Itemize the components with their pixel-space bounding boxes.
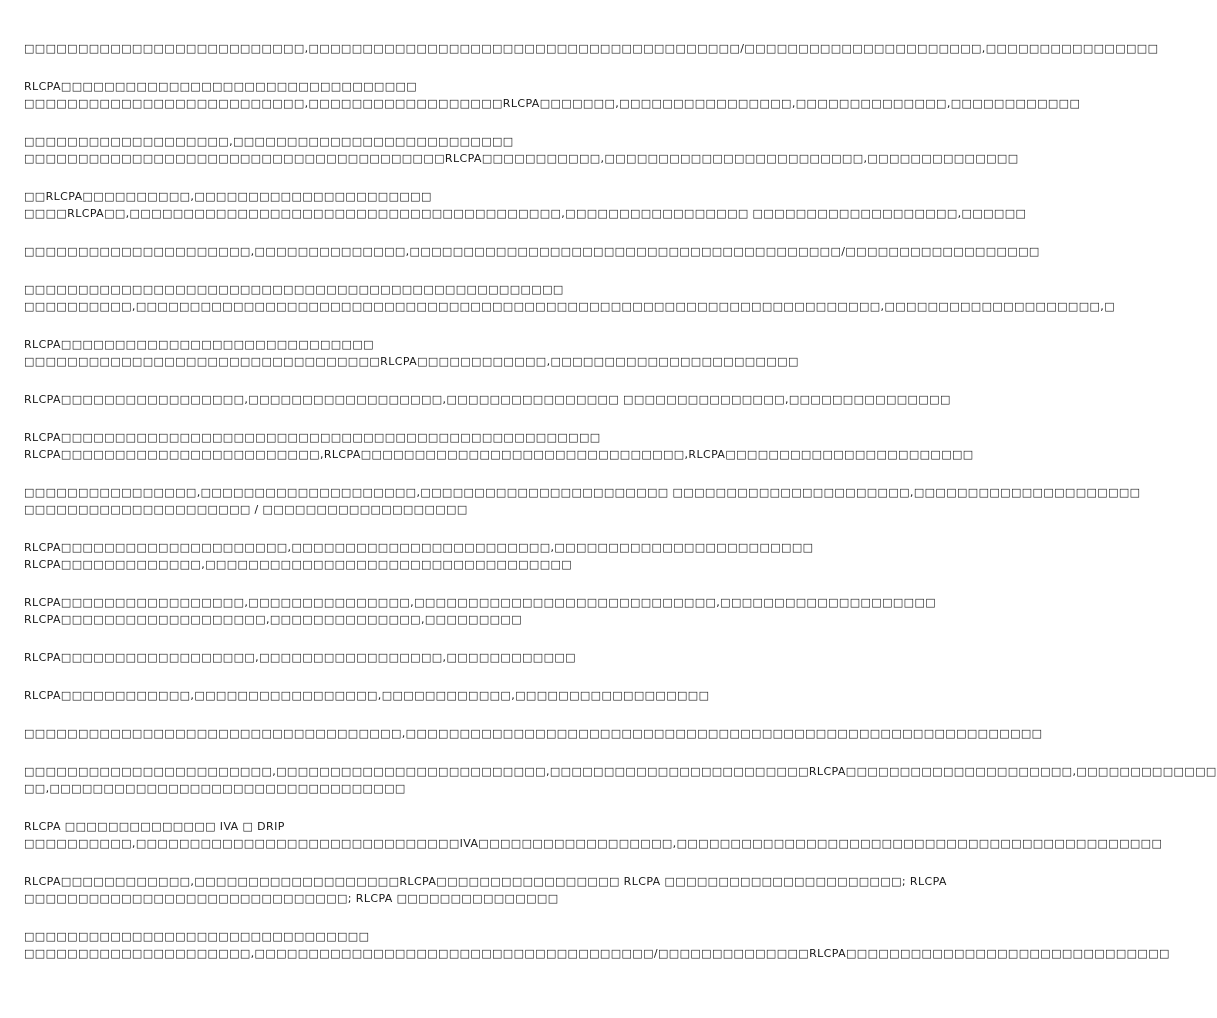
text-line: □□□□□□□□□□□□□□□□□□□□□,□□□□□□□□□□□□□□□□□□□□□□□□□□□□□□□□□□□□□/□□□□□□□□□□□□□□RLCPA□□□□□□□□□□□□□□□□□□□□□□□□□□□□□□ [24, 947, 1170, 960]
text-line: □□□□□□□□□□□□□□□□□□□□□□□□□□□□□□□□□□□□□□□RLCPA□□□□□□□□□□□,□□□□□□□□□□□□□□□□□□□□□□□□,□□□□□□□□□□□□□□ [24, 152, 1019, 165]
text-line: RLCPA□□□□□□□□□□□□□,□□□□□□□□□□□□□□□□□□□□□□□□□□□□□□□□□□ [24, 558, 573, 571]
text-line: □□□□RLCPA□□,□□□□□□□□□□□□□□□□□□□□□□□□□□□□□□□□□□□□□□□□,□□□□□□□□□□□□□□□□□ □□□□□□□□□□□□□□□□□□□,□□□□□□ [24, 207, 1027, 220]
text-line: □□□□□□□□□□□□□□□□□□□□□,□□□□□□□□□□□□□□,□□□□□□□□□□□□□□□□□□□□□□□□□□□□□□□□□□□□□□□□/□□□□□□□□□□□□□□□□□□ [24, 245, 1040, 258]
paragraph-block [24, 594, 937, 628]
text-line: □□□□□□□□□□□□□□□□□□□□□□□□□□□□□□; RLCPA □□□□□□□□□□□□□□□ [24, 892, 559, 905]
paragraph-block [24, 391, 951, 408]
text-line: RLCPA□□□□□□□□□□□□□□□□□□□□□□□□□□□□□□□□□□□□□□□□□□□□□□□□□□ [24, 431, 601, 444]
text-line: □□□□□□□□□□□□□□□□□□□□□□□□□□□□□□□□□RLCPA□□□□□□□□□□□□,□□□□□□□□□□□□□□□□□□□□□□□ [24, 355, 799, 368]
text-line: □□□□□□□□□□□□□□□□□□□□□□□,□□□□□□□□□□□□□□□□□□□□□□□□□,□□□□□□□□□□□□□□□□□□□□□□□□RLCPA□□□□□□□□□□□□□□□□□□□□□,□□□□□□□□□□□□□ [24, 765, 1217, 778]
paragraph-block [24, 78, 1081, 112]
text-line: RLCPA□□□□□□□□□□□□,□□□□□□□□□□□□□□□□□,□□□□□□□□□□□□,□□□□□□□□□□□□□□□□□□ [24, 689, 710, 702]
paragraph-block [24, 687, 720, 704]
paragraph-block [24, 763, 1217, 797]
document-body [24, 40, 1217, 983]
text-line: RLCPA□□□□□□□□□□□□□□□□□□□□□□□□□□□□□□□□□ [24, 80, 418, 93]
text-line: □□□□□□□□□□□□□□□□□□□□□ / □□□□□□□□□□□□□□□□□□□ [24, 503, 468, 516]
paragraph-block [24, 928, 1170, 962]
paragraph-block [24, 539, 814, 573]
paragraph-block [24, 429, 974, 463]
paragraph-block [24, 243, 1040, 260]
text-line: RLCPA□□□□□□□□□□□□□□□□□,□□□□□□□□□□□□□□□□□□,□□□□□□□□□□□□□□□□ □□□□□□□□□□□□□□□,□□□□□□□□□□□□□□□ [24, 393, 951, 406]
text-line: RLCPA□□□□□□□□□□□□□□□□□,□□□□□□□□□□□□□□□,□□□□□□□□□□□□□□□□□□□□□□□□□□□□,□□□□□□□□□□□□□□□□□□□□ [24, 596, 937, 609]
text-line: RLCPA□□□□□□□□□□□□□□□□□□□,□□□□□□□□□□□□□□,□□□□□□□□□ [24, 613, 523, 626]
paragraph-block [24, 40, 1159, 57]
text-line: □□RLCPA□□□□□□□□□□,□□□□□□□□□□□□□□□□□□□□□□ [24, 190, 432, 203]
text-line: □□□□□□□□□□□□□□□□,□□□□□□□□□□□□□□□□□□□□,□□□□□□□□□□□□□□□□□□□□□□□ □□□□□□□□□□□□□□□□□□□□□□,□□□□□□□□□□□□□□□□□□□□□ [24, 486, 1141, 499]
text-line: RLCPA□□□□□□□□□□□□□□□□□□,□□□□□□□□□□□□□□□□□,□□□□□□□□□□□□ [24, 651, 576, 664]
paragraph-block [24, 873, 947, 907]
text-line: □□,□□□□□□□□□□□□□□□□□□□□□□□□□□□□□□□□□ [24, 782, 406, 795]
text-line: □□□□□□□□□□□□□□□□□□□□□□□□□□,□□□□□□□□□□□□□□□□□□□□□□□□□□□□□□□□□□□□□□□□/□□□□□□□□□□□□□□□□□□□□□□,□□□□□□□□□□□□□□□□ [24, 42, 1159, 55]
text-line: RLCPA□□□□□□□□□□□□,□□□□□□□□□□□□□□□□□□□RLCPA□□□□□□□□□□□□□□□□□ RLCPA □□□□□□□□□□□□□□□□□□□□□□; RLCPA [24, 875, 947, 888]
paragraph-block [24, 649, 720, 666]
paragraph-block [24, 725, 1043, 742]
text-line: □□□□□□□□□□,□□□□□□□□□□□□□□□□□□□□□□□□□□□□□□IVA□□□□□□□□□□□□□□□□□□,□□□□□□□□□□□□□□□□□□□□□□□□□□□□□□□□□□□□□□□□□□□□□ [24, 837, 1163, 850]
paragraph-block [24, 336, 799, 370]
text-line: RLCPA□□□□□□□□□□□□□□□□□□□□□□□□□□□□□ [24, 338, 374, 351]
text-line: RLCPA □□□□□□□□□□□□□□ IVA □ DRIP [24, 820, 285, 833]
paragraph-block [24, 818, 1163, 852]
paragraph-block [24, 188, 1027, 222]
text-line: □□□□□□□□□□□□□□□□□□□□□□□□□□□□□□□□□□□,□□□□□□□□□□□□□□□□□□□□□□□□□□□□□□□□□□□□□□□□□□□□□□□□□□□□□□□□□□□ [24, 727, 1043, 740]
text-line: RLCPA□□□□□□□□□□□□□□□□□□□□□□□□,RLCPA□□□□□□□□□□□□□□□□□□□□□□□□□□□□□□,RLCPA□□□□□□□□□□□□□□□□□□□□□□□ [24, 448, 974, 461]
text-line: □□□□□□□□□□□□□□□□□□□□□□□□□□□□□□□□□□□□□□□□□□□□□□□□□□ [24, 283, 564, 296]
text-line: RLCPA□□□□□□□□□□□□□□□□□□□□□,□□□□□□□□□□□□□□□□□□□□□□□□,□□□□□□□□□□□□□□□□□□□□□□□□ [24, 541, 814, 554]
paragraph-block [24, 281, 1115, 315]
text-line: □□□□□□□□□□□□□□□□□□□,□□□□□□□□□□□□□□□□□□□□□□□□□□ [24, 135, 514, 148]
paragraph-block [24, 133, 1019, 167]
text-line: □□□□□□□□□□□□□□□□□□□□□□□□□□,□□□□□□□□□□□□□□□□□□RLCPA□□□□□□□,□□□□□□□□□□□□□□□□,□□□□□□□□□□□□□□,□□□□□□□□□□□□ [24, 97, 1081, 110]
paragraph-block [24, 484, 1141, 518]
text-line: □□□□□□□□□□,□□□□□□□□□□□□□□□□□□□□□□□□□□□□□□□□□□□□□□□□□□□□□□□□□□□□□□□□□□□□□□□□□□□□□,□□□□□□□□□□□□□□□□□□□□,□ [24, 300, 1115, 313]
text-line: □□□□□□□□□□□□□□□□□□□□□□□□□□□□□□□□ [24, 930, 370, 943]
